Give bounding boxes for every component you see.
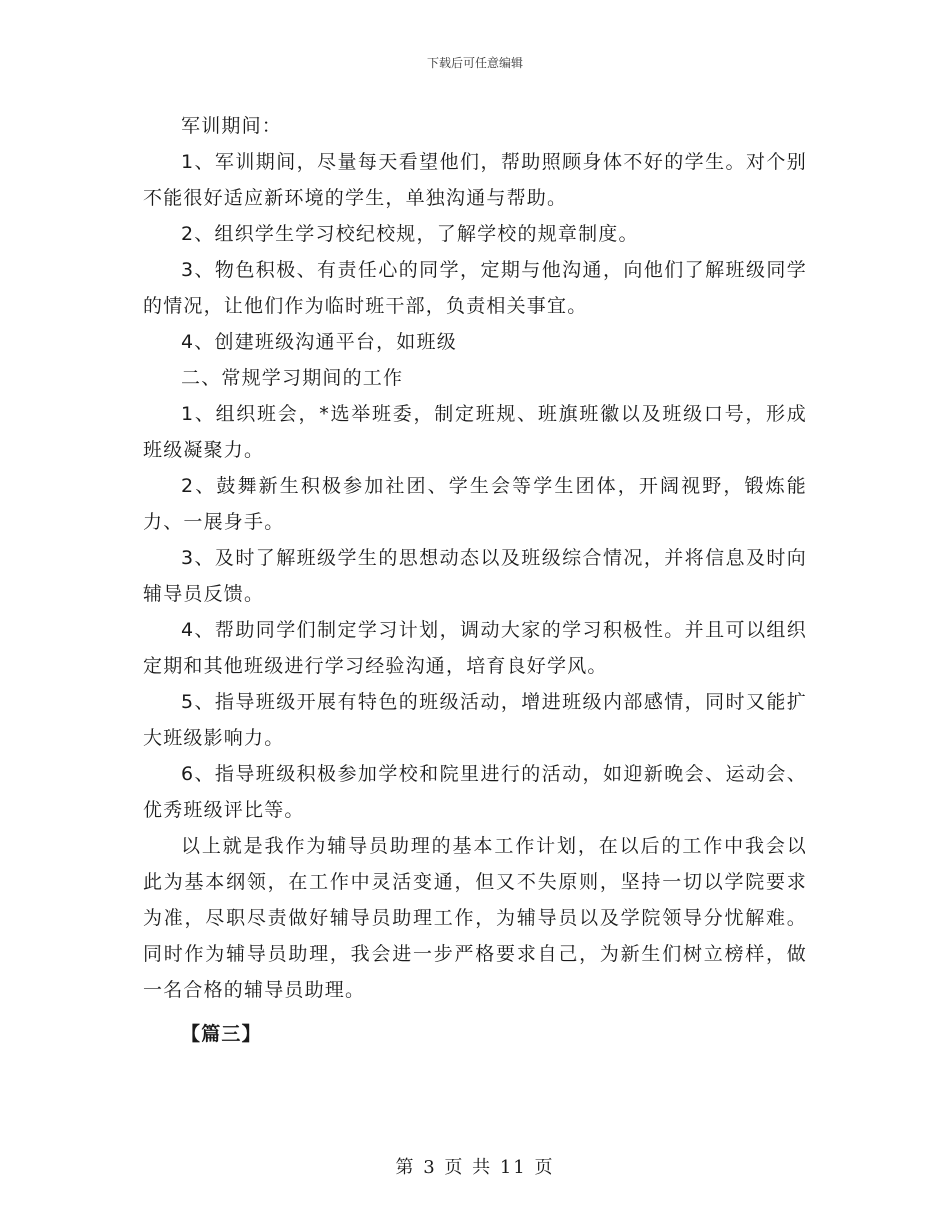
section-mark: 【篇三】 [181,1023,262,1045]
paragraph-item: 1、组织班会，*选举班委，制定班规、班旗班徽以及班级口号，形成班级凝聚力。 [143,403,807,461]
section-heading: 二、常规学习期间的工作 [181,367,404,389]
paragraph-item: 5、指导班级开展有特色的班级活动，增进班级内部感情，同时又能扩大班级影响力。 [143,691,807,749]
page-number-footer: 第 3 页 共 11 页 [395,1157,555,1178]
paragraph-conclusion: 以上就是我作为辅导员助理的基本工作计划，在以后的工作中我会以此为基本纲领，在工作中灵活变通，但又不失原则，坚持一切以学院要求为准，尽职尽责做好辅导员助理工作，为辅导员以及学院领导分忧解难。同时作为辅导员助理，我会进一步严格要求自己，为新生们树立榜样，做一名合格的辅导员助理。 [143,835,807,1001]
paragraph-item: 3、物色积极、有责任心的同学，定期与他沟通，向他们了解班级同学的情况，让他们作为临时班干部，负责相关事宜。 [143,259,807,317]
paragraph-item: 1、军训期间，尽量每天看望他们，帮助照顾身体不好的学生。对个别不能很好适应新环境的学生，单独沟通与帮助。 [143,151,807,209]
paragraph-item: 2、鼓舞新生积极参加社团、学生会等学生团体，开阔视野，锻炼能力、一展身手。 [143,475,807,533]
paragraph-military-training-heading: 军训期间： [181,115,283,137]
document-body [143,108,807,1052]
page-header-note: 下载后可任意编辑 [426,56,523,70]
paragraph-item: 4、帮助同学们制定学习计划，调动大家的学习积极性。并且可以组织定期和其他班级进行学习经验沟通，培育良好学风。 [143,619,807,677]
paragraph-item: 4、创建班级沟通平台，如班级 [181,331,457,353]
paragraph-item: 3、及时了解班级学生的思想动态以及班级综合情况，并将信息及时向辅导员反馈。 [143,547,807,605]
paragraph-item: 2、组织学生学习校纪校规，了解学校的规章制度。 [181,223,639,245]
paragraph-item: 6、指导班级积极参加学校和院里进行的活动，如迎新晚会、运动会、优秀班级评比等。 [143,763,807,821]
